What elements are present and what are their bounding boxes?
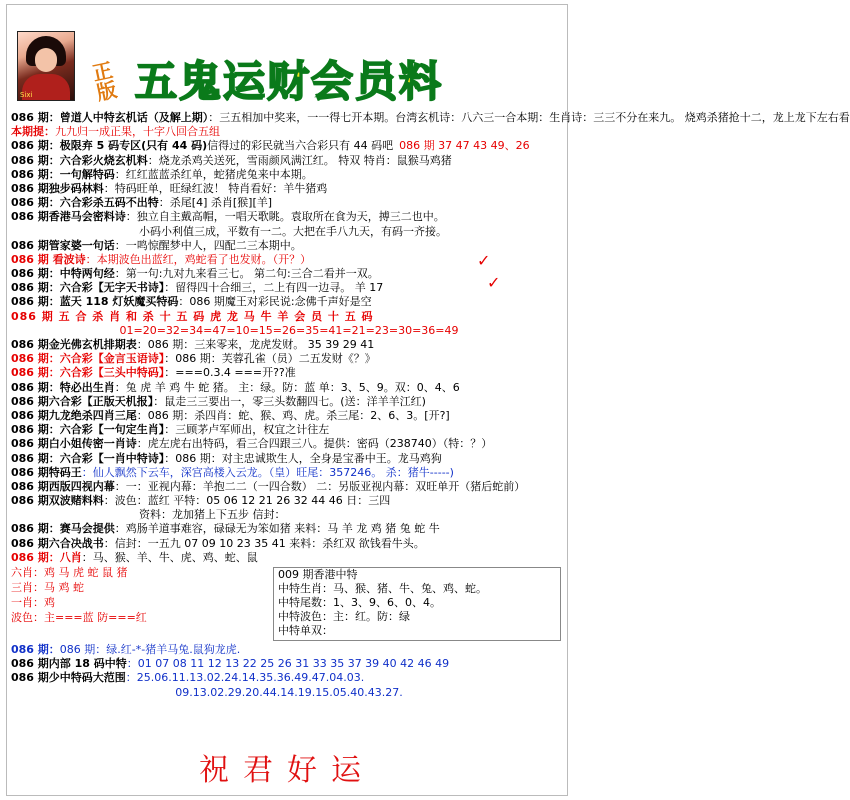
rows-row bbox=[7, 225, 567, 239]
rows2-text: ：鼠走三三要出一，零三头数翻四七。(送：洋羊羊江红) bbox=[153, 394, 426, 408]
rows2-label: 086 期：八肖 bbox=[11, 550, 82, 564]
rows2-label: 086 期：六合彩【三头中特码】 bbox=[11, 366, 165, 380]
rows3-label: 086 期少中特码大范围 bbox=[11, 671, 126, 685]
rows-text: ：红红蓝蓝杀红单，蛇猪虎兔来中本期。 bbox=[114, 167, 313, 181]
rows2-text: ：信封：一五九 07 09 10 23 35 41 来料：杀红双 欲钱看牛头。 bbox=[103, 536, 425, 550]
rows2-label: 086 期白小姐传密一肖诗 bbox=[11, 437, 137, 451]
side-mark-decor-2: ✓ bbox=[487, 273, 501, 292]
rows2-row bbox=[7, 494, 567, 508]
page-title: 五鬼运财会员料 bbox=[135, 57, 444, 106]
rows2-text: 资料：龙加猪上下五步 信封： bbox=[139, 508, 286, 522]
lottery-sheet bbox=[6, 4, 850, 796]
rows2-label: 086 期九龙绝杀四肖三尾 bbox=[11, 408, 137, 422]
rows2-row bbox=[7, 480, 567, 494]
hk-box-line: 中特单双： bbox=[278, 624, 333, 637]
rows-row bbox=[7, 295, 567, 309]
rows2-row bbox=[7, 551, 567, 565]
rows3-text: ：01 07 08 11 12 13 22 25 26 31 33 35 37 39 40 42 46 49 bbox=[126, 657, 450, 671]
rows-label: 086 期：六合彩火烧玄机料 bbox=[11, 153, 148, 167]
rows2-label: 086 期六合决战书 bbox=[11, 536, 104, 550]
rows-label: 086 期：中特两句经 bbox=[11, 267, 115, 281]
rows2-row bbox=[7, 522, 567, 536]
rows2-row bbox=[7, 395, 567, 409]
rows-text: ：本期波色出蓝红，鸡蛇看了也发财。（开？） bbox=[85, 252, 312, 266]
rows2-row bbox=[7, 537, 567, 551]
hk-box-line: 中特生肖：马、猴、猪、牛、兔、鸡、蛇。 bbox=[278, 582, 487, 595]
rows-text: ：第一句:九对九来看三七。 第二句:三合二看并一双。 bbox=[114, 267, 379, 281]
rows2-row bbox=[7, 452, 567, 466]
rows-label: 本期提： bbox=[11, 125, 55, 139]
rows2-text: ：兔 虎 羊 鸡 牛 蛇 猪。 主：绿。防：蓝 单：3、5、9。双：0、4、6 bbox=[114, 380, 460, 394]
rows2-text: ：===0.3.4 ===开??准 bbox=[164, 366, 296, 380]
rows3-text: 086 期：绿.红-*-猪羊马兔.鼠狗龙虎. bbox=[59, 643, 241, 656]
rows-text: ：特码旺单，旺绿红波！ 特肖看好：羊牛猪鸡 bbox=[103, 181, 328, 195]
rows2-row bbox=[7, 338, 567, 352]
rows2-label: 086 期：六合彩【金言玉语诗】 bbox=[11, 352, 165, 366]
rows-label: 086 期：六合彩【无字天书诗】 bbox=[11, 281, 165, 295]
picks-left-item: 波色：主===蓝 防===红 bbox=[11, 611, 147, 624]
rows-label: 086 期香港马会密料诗 bbox=[11, 210, 126, 224]
picks-left-item: 一肖：鸡 bbox=[11, 596, 55, 609]
rows-label: 086 期：蓝天 118 灯妖魔买特码 bbox=[11, 295, 179, 309]
hk-box-line: 中特波色：主：红。防：绿 bbox=[278, 610, 410, 623]
rows-text: ：杀尾[4] 杀肖[猴][羊] bbox=[158, 196, 273, 210]
rows-label: 086 期独步码林料 bbox=[11, 181, 104, 195]
rows2-text: ：一：亚视内幕：羊抱二二（一四合数） 二：另版亚视内幕：双旺单开（猪后蛇前） bbox=[114, 479, 526, 493]
good-luck-footer: 祝君好运 bbox=[199, 753, 375, 788]
rows-row bbox=[7, 125, 567, 139]
rows2-row bbox=[7, 508, 567, 522]
rows2-text: ：086 期：芙蓉孔雀（员）二五发财《？》 bbox=[164, 352, 376, 366]
rows-row bbox=[7, 154, 567, 168]
rows2-text: ：马、猴、羊、牛、虎、鸡、蛇、鼠 bbox=[81, 550, 258, 564]
side-mark-decor: ✓ bbox=[477, 251, 491, 270]
rows2-text: ：086 期：三来零来，龙虎发财。 35 39 29 41 bbox=[136, 338, 375, 351]
rows2-text: ：086 期：对主忠诚欺生人，全身是宝番中王。龙马鸡狗 bbox=[164, 451, 442, 465]
rows-row bbox=[7, 196, 567, 210]
rows-label: 086 期管家婆一句话 bbox=[11, 238, 115, 252]
rows-text: 信得过的彩民就当六合彩只有 44 码吧 bbox=[207, 139, 394, 153]
rows-text: ：086 期魔王对彩民说:念佛千声好是空 bbox=[178, 295, 372, 309]
kill-marquee-line: 086 期 五 合 杀 肖 和 杀 十 五 码 虎 龙 马 牛 羊 会 员 十 五 码 bbox=[11, 309, 374, 323]
hk-special-box bbox=[273, 567, 561, 641]
rows3-row bbox=[7, 643, 567, 657]
rows3-text: 09.13.02.29.20.44.14.19.15.05.40.43.27. bbox=[175, 685, 403, 699]
rows2-row bbox=[7, 409, 567, 423]
picks-left-item: 三肖：马 鸡 蛇 bbox=[11, 581, 84, 594]
rows-row bbox=[7, 168, 567, 182]
rows3-row bbox=[7, 657, 567, 671]
rows3-text: ：25.06.11.13.02.24.14.35.36.49.47.04.03. bbox=[125, 671, 365, 685]
rows-row bbox=[7, 139, 567, 153]
rows2-text: ：波色：蓝红 平特：05 06 12 21 26 32 44 46 日：三四 bbox=[103, 494, 391, 508]
portrait-tag: Sixi bbox=[20, 91, 33, 99]
rows-label: 086 期：一句解特码 bbox=[11, 167, 115, 181]
rows-row bbox=[7, 281, 567, 295]
rows2-row bbox=[7, 352, 567, 366]
hk-box-line: 009 期香港中特 bbox=[278, 568, 358, 581]
rows-text: ：烧龙杀鸡关送死，雪雨颜风满江红。 特双 特肖：鼠猴马鸡猪 bbox=[147, 153, 452, 167]
rows2-label: 086 期金光佛玄机排期表 bbox=[11, 338, 137, 351]
rows2-text: ：086 期：杀四肖：蛇、猴、鸡、虎。杀三尾：2、6、3。[开?] bbox=[136, 408, 450, 422]
rows-row bbox=[7, 111, 850, 125]
rows2-text: ：鸡肠羊道事难容，碌碌无为笨如猪 来料：马 羊 龙 鸡 猪 兔 蛇 牛 bbox=[114, 522, 440, 536]
rows2-row bbox=[7, 381, 567, 395]
rows-label: 086 期：曾道人中特玄机话（及解上期） bbox=[11, 111, 209, 124]
rows2-row bbox=[7, 423, 567, 437]
rows2-label: 086 期：特必出生肖 bbox=[11, 380, 115, 394]
rows-text: ：独立自主戴高帽，一唱天歌眺。袁取所在食为天，搏三二也中。 bbox=[125, 210, 445, 224]
rows2-row bbox=[7, 366, 567, 380]
rows2-text: ：虎左虎右出特码，看三合四跟三八。提供：密码（238740）（特：？） bbox=[136, 437, 493, 451]
picks-left-item: 六肖：鸡 马 虎 蛇 鼠 猪 bbox=[11, 566, 128, 579]
rows3-row bbox=[7, 671, 567, 685]
rows-label: 086 期：六合彩杀五码不出特 bbox=[11, 196, 159, 210]
rows2-row bbox=[7, 466, 567, 480]
rows3-row bbox=[7, 686, 567, 700]
rows2-label: 086 期：六合彩【一肖中特诗】 bbox=[11, 451, 165, 465]
rows-text: ：三五相加中奖来，一一得七开本期。台湾玄机诗：八六三一合本期：生肖诗：三三不分在来九。 烧鸡杀猪抢十二，龙上龙下左右看 bbox=[208, 111, 850, 124]
rows-row bbox=[7, 210, 567, 224]
picks-block bbox=[7, 565, 567, 643]
portrait-image bbox=[17, 31, 75, 101]
rows3-label: 086 期： bbox=[11, 643, 60, 656]
rows-text: ：留得四十合细三，二上有四一边寻。 羊 17 bbox=[164, 281, 384, 295]
rows-label: 086 期：极限弃 5 码专区(只有 44 码) bbox=[11, 139, 208, 153]
rows2-text: ：三顾茅卢军师出，权宜之计往左 bbox=[164, 423, 330, 437]
rows2-label: 086 期：赛马会提供 bbox=[11, 522, 115, 536]
picks-left-list bbox=[11, 565, 147, 625]
zhengban-seal: 正版 bbox=[90, 57, 119, 106]
rows2-label: 086 期：六合彩【一句定生肖】 bbox=[11, 423, 165, 437]
header bbox=[7, 5, 567, 109]
kill-marquee-numbers: 01=20=32=34=47=10=15=26=35=41=21=23=30=36=49 bbox=[119, 323, 459, 337]
rows2-row bbox=[7, 437, 567, 451]
hk-box-line: 中特尾数：1、3、9、6、0、4。 bbox=[278, 596, 441, 609]
rows2-label: 086 期特码王 bbox=[11, 465, 82, 479]
rows2-label: 086 期西版四视内幕 bbox=[11, 479, 115, 493]
rows-row bbox=[7, 182, 567, 196]
rows3-label: 086 期内部 18 码中特 bbox=[11, 657, 127, 671]
rows2-text: ：仙人飘然下云车，深宫高楼入云龙。（皇）旺尾：357246。 杀：猪牛-----) bbox=[81, 465, 454, 479]
rows2-label: 086 期双波赌料料 bbox=[11, 494, 104, 508]
rows2-label: 086 期六合彩【正版天机报】 bbox=[11, 394, 154, 408]
rows-text: 九九归一成正果，十字八回合五组 bbox=[55, 125, 220, 139]
rows-text: ：一鸣惊醒梦中人，四配二三本期中。 bbox=[114, 238, 302, 252]
rows-label: 086 期 看波诗 bbox=[11, 252, 86, 266]
content-area bbox=[7, 111, 850, 700]
rows-extra: 086 期 37 47 43 49、26 bbox=[399, 139, 530, 153]
rows-text: 小码小利值三成，平数有一二。大把在手八九天，有码一齐接。 bbox=[139, 224, 447, 238]
